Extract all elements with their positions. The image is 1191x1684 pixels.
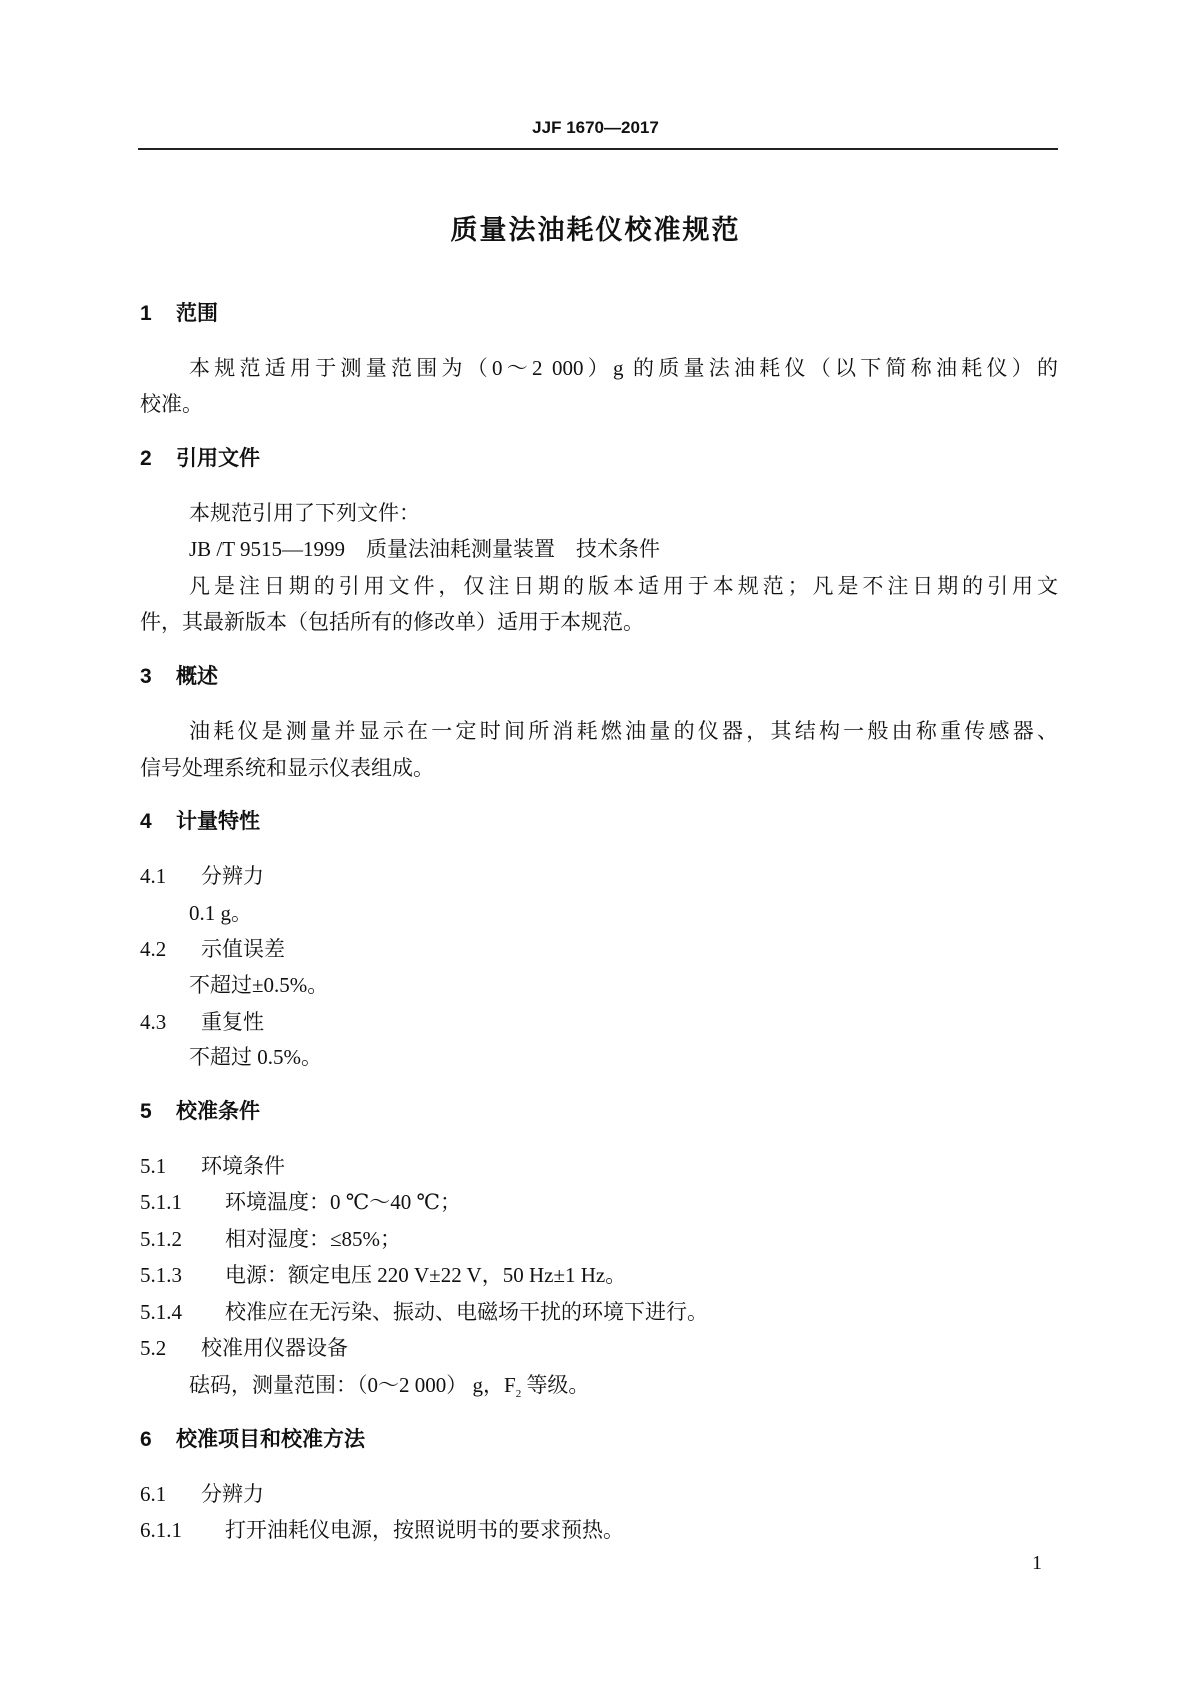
paragraph-line: 油耗仪是测量并显示在一定时间所消耗燃油量的仪器，其结构一般由称重传感器、: [189, 719, 1058, 743]
document-code-header: JJF 1670—2017: [532, 118, 659, 137]
clause-4-1: 4.1 分辨力: [140, 864, 264, 888]
clause-6-1-1: 6.1.1 打开油耗仪电源，按照说明书的要求预热。: [140, 1518, 624, 1542]
page-number: 1: [1032, 1552, 1042, 1574]
clause-text: 0.1 g。: [189, 901, 252, 925]
clause-5-1-2: 5.1.2 相对湿度：≤85%；: [140, 1227, 402, 1251]
section-5-heading: 5 校准条件: [140, 1100, 260, 1123]
paragraph-line: 信号处理系统和显示仪表组成。: [140, 756, 434, 780]
document-title: 质量法油耗仪校准规范: [450, 215, 741, 245]
clause-6-1: 6.1 分辨力: [140, 1482, 264, 1506]
clause-4-3: 4.3 重复性: [140, 1010, 264, 1034]
clause-5-1-3: 5.1.3 电源：额定电压 220 V±22 V，50 Hz±1 Hz。: [140, 1263, 627, 1287]
clause-text: 不超过±0.5%。: [189, 973, 329, 997]
reference-line: JB /T 9515—1999 质量法油耗测量装置 技术条件: [189, 537, 660, 561]
clause-5-2: 5.2 校准用仪器设备: [140, 1336, 348, 1360]
clause-5-1-4: 5.1.4 校准应在无污染、振动、电磁场干扰的环境下进行。: [140, 1300, 708, 1324]
section-4-heading: 4 计量特性: [140, 810, 260, 833]
paragraph-line: 件，其最新版本（包括所有的修改单）适用于本规范。: [140, 610, 644, 634]
section-1-heading: 1 范围: [140, 302, 218, 325]
clause-5-1-1: 5.1.1 环境温度：0 ℃～40 ℃；: [140, 1190, 461, 1214]
section-6-heading: 6 校准项目和校准方法: [140, 1428, 365, 1451]
clause-text: 不超过 0.5%。: [189, 1045, 322, 1069]
header-rule: [138, 148, 1058, 150]
section-3-heading: 3 概述: [140, 665, 218, 688]
paragraph-line: 本规范适用于测量范围为（0～2 000）g 的质量法油耗仪（以下简称油耗仪）的: [189, 356, 1058, 380]
section-2-heading: 2 引用文件: [140, 447, 260, 470]
paragraph-line: 本规范引用了下列文件：: [189, 501, 420, 525]
clause-5-1: 5.1 环境条件: [140, 1154, 285, 1178]
clause-text: 砝码，测量范围：（0～2 000） g，$F_2$ 等级。: [189, 1373, 590, 1401]
clause-4-2: 4.2 示值误差: [140, 937, 285, 961]
paragraph-line: 凡是注日期的引用文件，仅注日期的版本适用于本规范；凡是不注日期的引用文: [189, 574, 1058, 598]
paragraph-line: 校准。: [140, 392, 203, 416]
